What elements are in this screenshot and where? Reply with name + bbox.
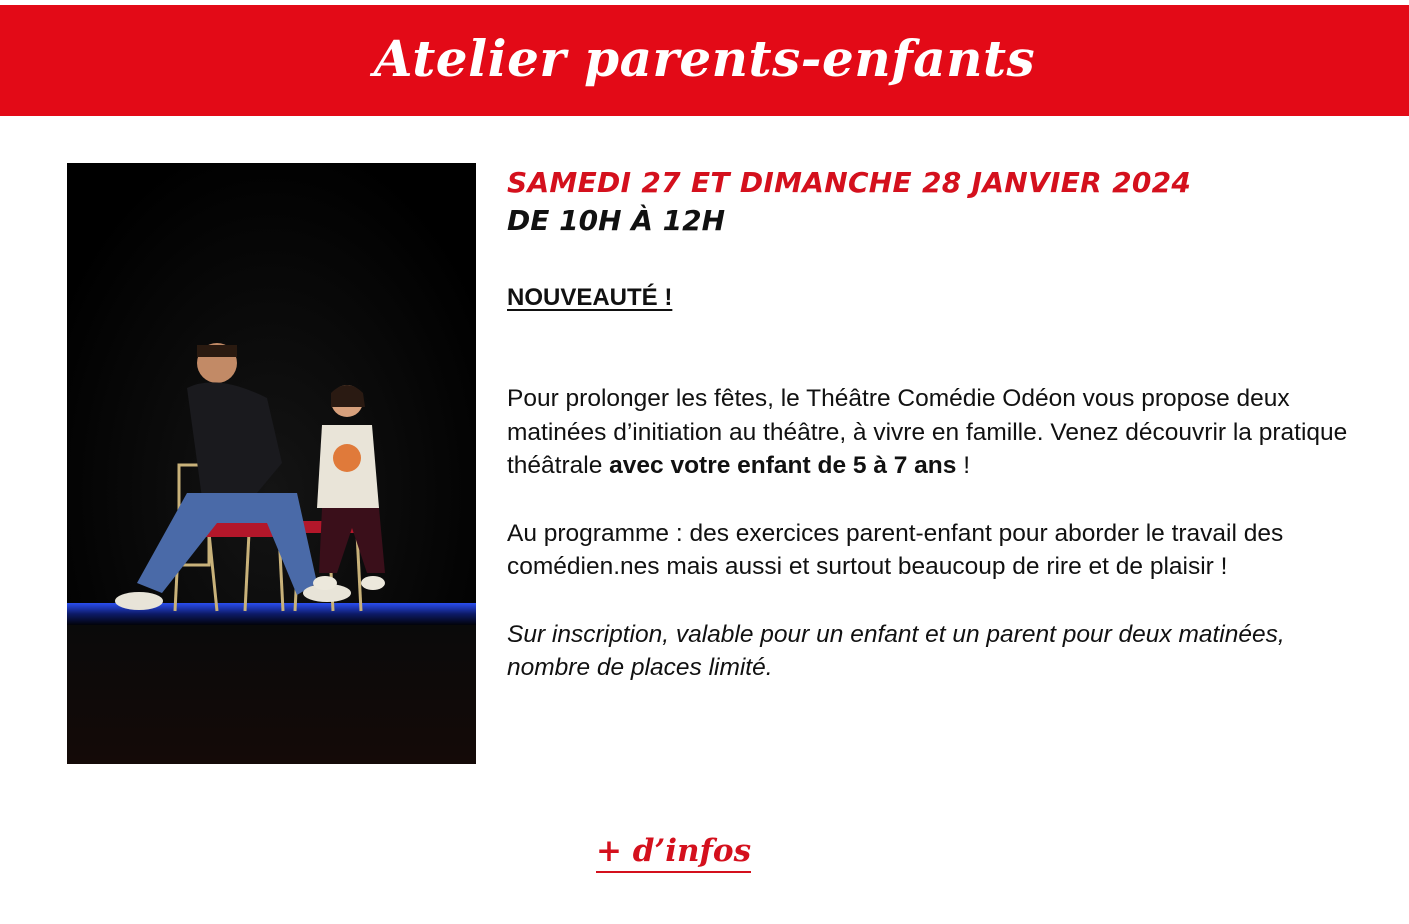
event-details <box>507 166 1367 685</box>
description-paragraph <box>507 382 1367 483</box>
description-end: ! <box>956 452 971 479</box>
description-bold: avec votre enfant de 5 à 7 ans <box>609 452 957 479</box>
registration-note: Sur inscription, valable pour un enfant et un parent pour deux matinées, nombre de places limité. <box>507 620 1285 681</box>
event-photo <box>67 163 476 764</box>
event-time: DE 10H À 12H <box>507 204 726 237</box>
new-label: NOUVEAUTÉ ! <box>507 284 673 311</box>
description-text: Pour prolonger les fêtes, le Théâtre Comédie Odéon vous propose deux matinées d’initiation au théâtre, à vivre en famille. Venez découvrir la pratique théâtrale <box>507 385 1348 479</box>
program-paragraph: Au programme : des exercices parent-enfant pour aborder le travail des comédien.nes mais aussi et surtout beaucoup de rire et de plaisir ! <box>507 519 1284 580</box>
stage-photo-image <box>67 163 476 764</box>
event-date: SAMEDI 27 ET DIMANCHE 28 JANVIER 2024 <box>507 166 1192 199</box>
header-banner <box>0 5 1409 116</box>
more-info-link[interactable]: + d’infos <box>596 832 751 873</box>
page-title: Atelier parents-enfants <box>373 29 1036 88</box>
